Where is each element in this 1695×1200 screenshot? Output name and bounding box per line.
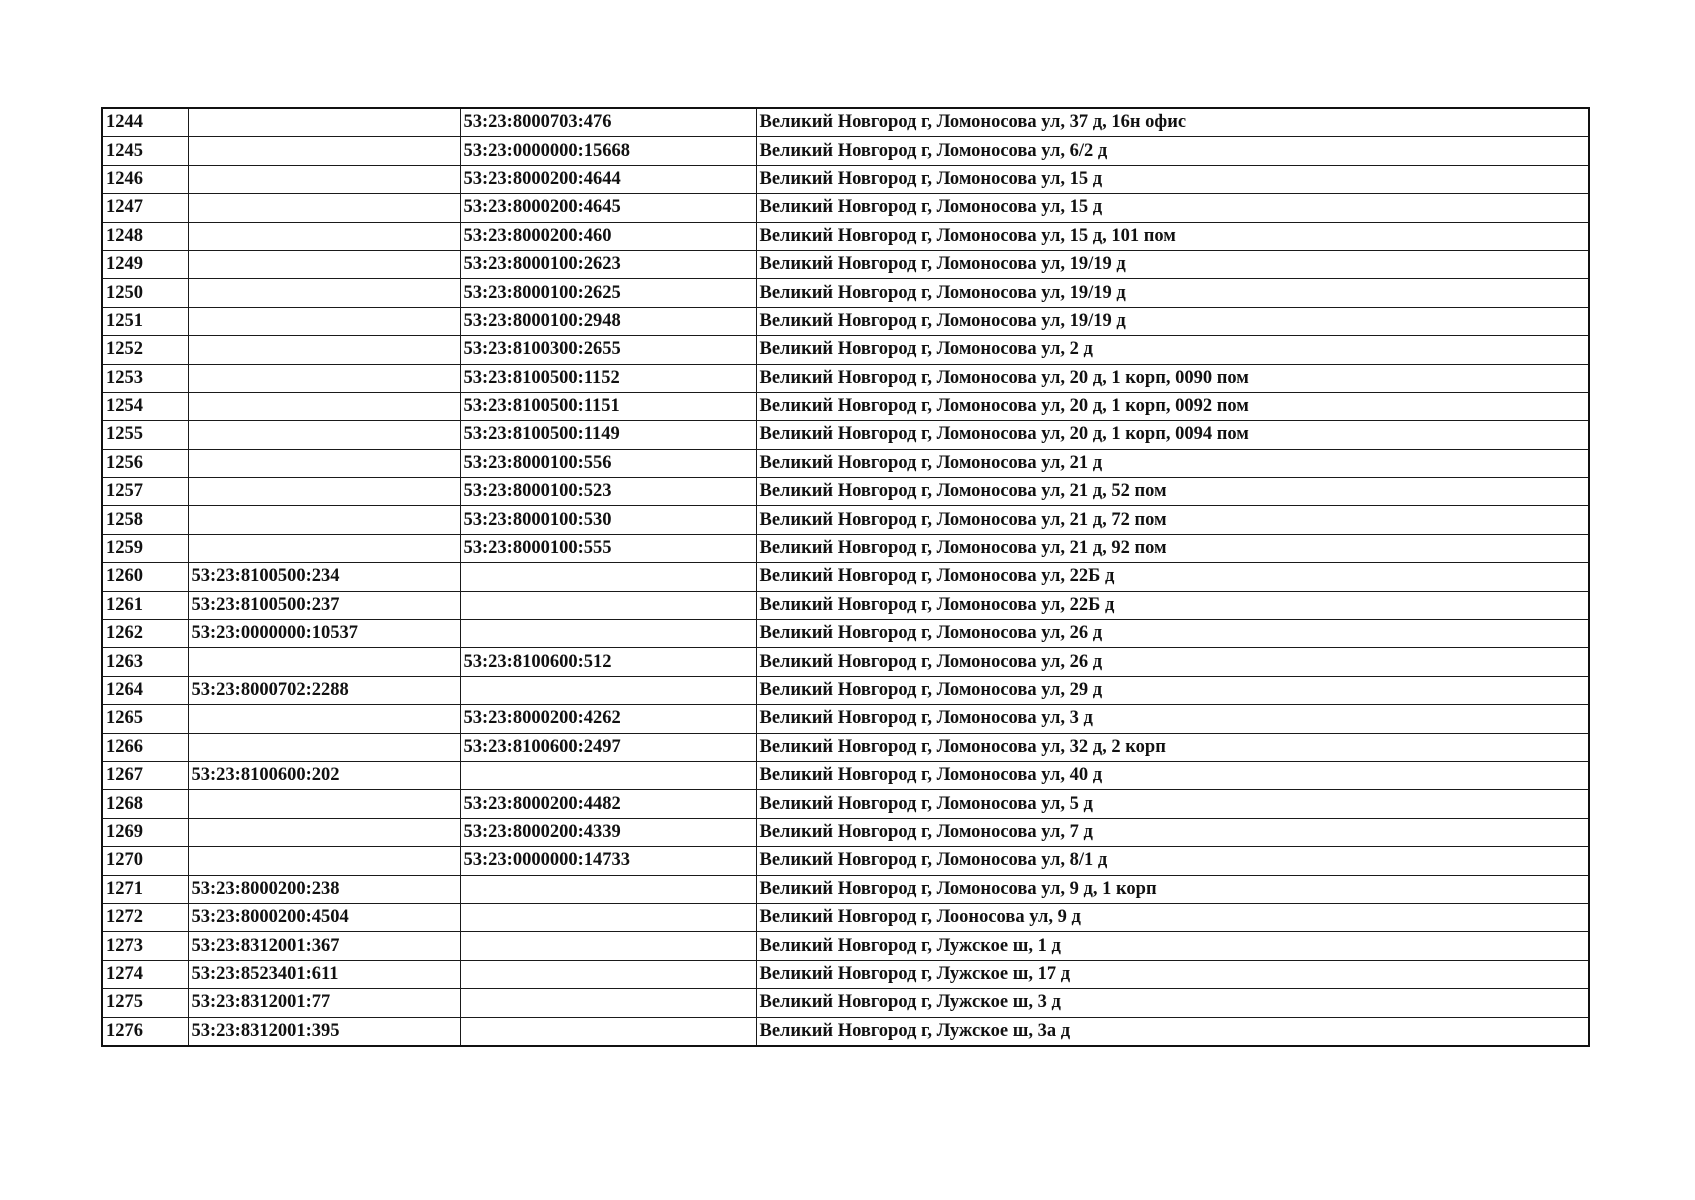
address-cell: Великий Новгород г, Ломоносова ул, 22Б д [756, 591, 1589, 619]
land-cadastral-number-cell [188, 307, 460, 335]
table-row [102, 222, 1589, 250]
object-cadastral-number-cell: 53:23:8000200:4482 [460, 790, 756, 818]
land-cadastral-number-cell: 53:23:8000200:4504 [188, 903, 460, 931]
row-number-cell: 1256 [102, 449, 188, 477]
address-cell: Великий Новгород г, Ломоносова ул, 20 д, 1 корп, 0094 пом [756, 421, 1589, 449]
address-cell: Великий Новгород г, Лужское ш, 3а д [756, 1017, 1589, 1046]
address-cell: Великий Новгород г, Лооносова ул, 9 д [756, 903, 1589, 931]
object-cadastral-number-cell: 53:23:8100500:1151 [460, 392, 756, 420]
row-number-cell: 1257 [102, 478, 188, 506]
object-cadastral-number-cell [460, 761, 756, 789]
address-cell: Великий Новгород г, Ломоносова ул, 7 д [756, 818, 1589, 846]
address-cell: Великий Новгород г, Ломоносова ул, 20 д, 1 корп, 0090 пом [756, 364, 1589, 392]
address-cell: Великий Новгород г, Ломоносова ул, 19/19 д [756, 279, 1589, 307]
land-cadastral-number-cell [188, 108, 460, 137]
row-number-cell: 1273 [102, 932, 188, 960]
row-number-cell: 1271 [102, 875, 188, 903]
table-row [102, 875, 1589, 903]
table-row [102, 194, 1589, 222]
land-cadastral-number-cell [188, 478, 460, 506]
row-number-cell: 1262 [102, 620, 188, 648]
land-cadastral-number-cell [188, 279, 460, 307]
row-number-cell: 1252 [102, 336, 188, 364]
table-row [102, 960, 1589, 988]
row-number-cell: 1249 [102, 250, 188, 278]
table-row [102, 1017, 1589, 1046]
land-cadastral-number-cell: 53:23:0000000:10537 [188, 620, 460, 648]
address-cell: Великий Новгород г, Ломоносова ул, 22Б д [756, 563, 1589, 591]
address-cell: Великий Новгород г, Ломоносова ул, 15 д, 101 пом [756, 222, 1589, 250]
address-cell: Великий Новгород г, Ломоносова ул, 21 д, 72 пом [756, 506, 1589, 534]
land-cadastral-number-cell [188, 336, 460, 364]
address-cell: Великий Новгород г, Ломоносова ул, 5 д [756, 790, 1589, 818]
object-cadastral-number-cell [460, 875, 756, 903]
table-row [102, 563, 1589, 591]
table-row [102, 449, 1589, 477]
object-cadastral-number-cell: 53:23:8000100:2623 [460, 250, 756, 278]
table-row [102, 818, 1589, 846]
row-number-cell: 1254 [102, 392, 188, 420]
land-cadastral-number-cell [188, 392, 460, 420]
table-row [102, 847, 1589, 875]
row-number-cell: 1263 [102, 648, 188, 676]
land-cadastral-number-cell: 53:23:8100500:237 [188, 591, 460, 619]
row-number-cell: 1247 [102, 194, 188, 222]
row-number-cell: 1276 [102, 1017, 188, 1046]
table-row [102, 591, 1589, 619]
address-cell: Великий Новгород г, Ломоносова ул, 8/1 д [756, 847, 1589, 875]
object-cadastral-number-cell: 53:23:8000200:4262 [460, 705, 756, 733]
object-cadastral-number-cell: 53:23:0000000:15668 [460, 137, 756, 165]
row-number-cell: 1258 [102, 506, 188, 534]
table-row [102, 421, 1589, 449]
address-cell: Великий Новгород г, Ломоносова ул, 26 д [756, 648, 1589, 676]
table-row [102, 620, 1589, 648]
object-cadastral-number-cell [460, 989, 756, 1017]
object-cadastral-number-cell: 53:23:8000200:460 [460, 222, 756, 250]
object-cadastral-number-cell [460, 932, 756, 960]
table-row [102, 676, 1589, 704]
address-cell: Великий Новгород г, Ломоносова ул, 29 д [756, 676, 1589, 704]
table-row [102, 165, 1589, 193]
land-cadastral-number-cell [188, 818, 460, 846]
row-number-cell: 1265 [102, 705, 188, 733]
object-cadastral-number-cell: 53:23:8100300:2655 [460, 336, 756, 364]
object-cadastral-number-cell: 53:23:8100500:1149 [460, 421, 756, 449]
address-cell: Великий Новгород г, Ломоносова ул, 19/19 д [756, 307, 1589, 335]
table-row [102, 733, 1589, 761]
table-row [102, 534, 1589, 562]
object-cadastral-number-cell: 53:23:8000703:476 [460, 108, 756, 137]
row-number-cell: 1272 [102, 903, 188, 931]
land-cadastral-number-cell: 53:23:8000702:2288 [188, 676, 460, 704]
row-number-cell: 1274 [102, 960, 188, 988]
document-page [101, 107, 1588, 1047]
row-number-cell: 1268 [102, 790, 188, 818]
table-row [102, 903, 1589, 931]
cadastral-registry-table [101, 107, 1590, 1047]
table-row [102, 392, 1589, 420]
object-cadastral-number-cell: 53:23:8000100:530 [460, 506, 756, 534]
table-row [102, 108, 1589, 137]
address-cell: Великий Новгород г, Ломоносова ул, 15 д [756, 165, 1589, 193]
row-number-cell: 1245 [102, 137, 188, 165]
address-cell: Великий Новгород г, Ломоносова ул, 21 д, 52 пом [756, 478, 1589, 506]
table-row [102, 307, 1589, 335]
land-cadastral-number-cell [188, 421, 460, 449]
row-number-cell: 1275 [102, 989, 188, 1017]
row-number-cell: 1264 [102, 676, 188, 704]
table-body [102, 108, 1589, 1046]
object-cadastral-number-cell: 53:23:8100500:1152 [460, 364, 756, 392]
land-cadastral-number-cell [188, 194, 460, 222]
table-row [102, 336, 1589, 364]
table-row [102, 932, 1589, 960]
row-number-cell: 1269 [102, 818, 188, 846]
address-cell: Великий Новгород г, Ломоносова ул, 32 д, 2 корп [756, 733, 1589, 761]
row-number-cell: 1260 [102, 563, 188, 591]
address-cell: Великий Новгород г, Ломоносова ул, 3 д [756, 705, 1589, 733]
land-cadastral-number-cell [188, 733, 460, 761]
land-cadastral-number-cell: 53:23:8000200:238 [188, 875, 460, 903]
address-cell: Великий Новгород г, Лужское ш, 3 д [756, 989, 1589, 1017]
land-cadastral-number-cell: 53:23:8523401:611 [188, 960, 460, 988]
row-number-cell: 1251 [102, 307, 188, 335]
object-cadastral-number-cell: 53:23:8100600:2497 [460, 733, 756, 761]
row-number-cell: 1250 [102, 279, 188, 307]
land-cadastral-number-cell [188, 449, 460, 477]
object-cadastral-number-cell [460, 960, 756, 988]
table-row [102, 790, 1589, 818]
row-number-cell: 1244 [102, 108, 188, 137]
land-cadastral-number-cell [188, 847, 460, 875]
land-cadastral-number-cell [188, 364, 460, 392]
object-cadastral-number-cell: 53:23:8000100:2948 [460, 307, 756, 335]
row-number-cell: 1267 [102, 761, 188, 789]
table-row [102, 250, 1589, 278]
land-cadastral-number-cell [188, 534, 460, 562]
table-row [102, 506, 1589, 534]
row-number-cell: 1266 [102, 733, 188, 761]
object-cadastral-number-cell: 53:23:8000200:4645 [460, 194, 756, 222]
object-cadastral-number-cell [460, 903, 756, 931]
object-cadastral-number-cell [460, 563, 756, 591]
object-cadastral-number-cell: 53:23:8000200:4644 [460, 165, 756, 193]
address-cell: Великий Новгород г, Ломоносова ул, 37 д, 16н офис [756, 108, 1589, 137]
address-cell: Великий Новгород г, Ломоносова ул, 21 д, 92 пом [756, 534, 1589, 562]
address-cell: Великий Новгород г, Ломоносова ул, 40 д [756, 761, 1589, 789]
object-cadastral-number-cell [460, 591, 756, 619]
table-row [102, 989, 1589, 1017]
address-cell: Великий Новгород г, Ломоносова ул, 19/19 д [756, 250, 1589, 278]
row-number-cell: 1270 [102, 847, 188, 875]
object-cadastral-number-cell: 53:23:0000000:14733 [460, 847, 756, 875]
object-cadastral-number-cell: 53:23:8000100:2625 [460, 279, 756, 307]
land-cadastral-number-cell [188, 506, 460, 534]
table-row [102, 137, 1589, 165]
land-cadastral-number-cell [188, 165, 460, 193]
object-cadastral-number-cell: 53:23:8000100:523 [460, 478, 756, 506]
object-cadastral-number-cell [460, 620, 756, 648]
land-cadastral-number-cell [188, 705, 460, 733]
row-number-cell: 1246 [102, 165, 188, 193]
row-number-cell: 1253 [102, 364, 188, 392]
table-row [102, 648, 1589, 676]
land-cadastral-number-cell: 53:23:8100600:202 [188, 761, 460, 789]
object-cadastral-number-cell [460, 1017, 756, 1046]
object-cadastral-number-cell: 53:23:8100600:512 [460, 648, 756, 676]
table-row [102, 478, 1589, 506]
address-cell: Великий Новгород г, Ломоносова ул, 20 д, 1 корп, 0092 пом [756, 392, 1589, 420]
object-cadastral-number-cell: 53:23:8000200:4339 [460, 818, 756, 846]
table-row [102, 705, 1589, 733]
address-cell: Великий Новгород г, Лужское ш, 1 д [756, 932, 1589, 960]
land-cadastral-number-cell: 53:23:8312001:395 [188, 1017, 460, 1046]
land-cadastral-number-cell [188, 222, 460, 250]
address-cell: Великий Новгород г, Ломоносова ул, 2 д [756, 336, 1589, 364]
land-cadastral-number-cell [188, 250, 460, 278]
address-cell: Великий Новгород г, Лужское ш, 17 д [756, 960, 1589, 988]
object-cadastral-number-cell [460, 676, 756, 704]
row-number-cell: 1248 [102, 222, 188, 250]
table-row [102, 761, 1589, 789]
table-row [102, 279, 1589, 307]
address-cell: Великий Новгород г, Ломоносова ул, 26 д [756, 620, 1589, 648]
object-cadastral-number-cell: 53:23:8000100:556 [460, 449, 756, 477]
land-cadastral-number-cell: 53:23:8312001:367 [188, 932, 460, 960]
land-cadastral-number-cell: 53:23:8100500:234 [188, 563, 460, 591]
land-cadastral-number-cell [188, 648, 460, 676]
land-cadastral-number-cell: 53:23:8312001:77 [188, 989, 460, 1017]
address-cell: Великий Новгород г, Ломоносова ул, 21 д [756, 449, 1589, 477]
object-cadastral-number-cell: 53:23:8000100:555 [460, 534, 756, 562]
row-number-cell: 1259 [102, 534, 188, 562]
table-row [102, 364, 1589, 392]
land-cadastral-number-cell [188, 137, 460, 165]
land-cadastral-number-cell [188, 790, 460, 818]
address-cell: Великий Новгород г, Ломоносова ул, 6/2 д [756, 137, 1589, 165]
address-cell: Великий Новгород г, Ломоносова ул, 9 д, 1 корп [756, 875, 1589, 903]
row-number-cell: 1261 [102, 591, 188, 619]
row-number-cell: 1255 [102, 421, 188, 449]
address-cell: Великий Новгород г, Ломоносова ул, 15 д [756, 194, 1589, 222]
